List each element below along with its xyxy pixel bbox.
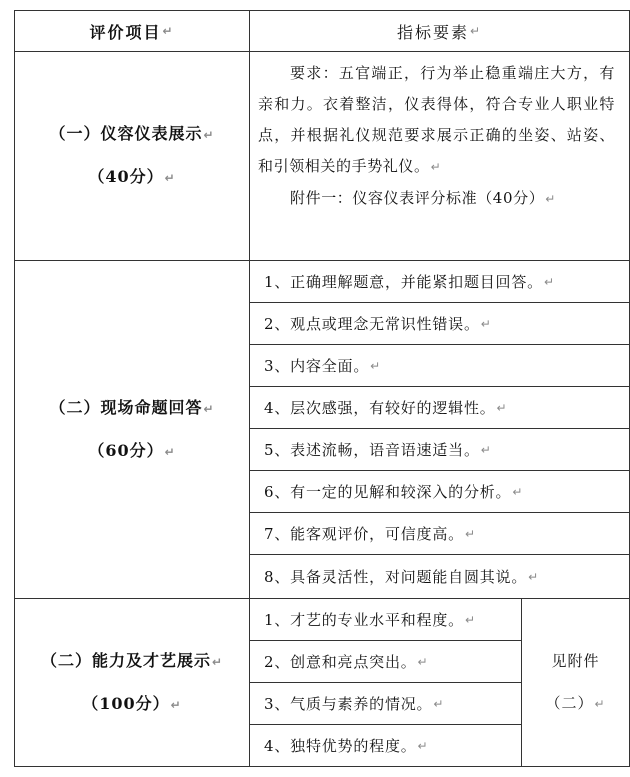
header-evaluation-item: 评价项目 ↵	[89, 22, 175, 42]
list-item: 6、有一定的见解和较深入的分析。 ↵	[264, 483, 524, 501]
list-item: 1、正确理解题意，并能紧扣题目回答。 ↵	[264, 273, 555, 291]
see-appendix-note: 见附件 （二）↵	[545, 652, 606, 712]
appearance-requirements	[250, 58, 629, 258]
list-item: 1、才艺的专业水平和程度。 ↵	[264, 611, 476, 629]
list-item: 3、气质与素养的情况。 ↵	[264, 695, 445, 713]
category-onsite-answer: （二）现场命题回答↵ （60分）↵	[49, 397, 215, 460]
table-border-bottom	[14, 766, 630, 767]
list-item: 4、独特优势的程度。 ↵	[264, 737, 429, 755]
list-item: 5、表述流畅，语音语速适当。 ↵	[264, 441, 492, 459]
list-item: 2、创意和亮点突出。 ↵	[264, 653, 429, 671]
header-indicator-elements: 指标要素 ↵	[396, 22, 483, 42]
requirement-text: 要求：五官端正，行为举止稳重端庄大方，有亲和力。衣着整洁，仪表得体，符合专业人职业特点，并根据礼仪规范要求展示正确的坐姿、站姿、和引领相关的手势礼仪。↵	[258, 64, 615, 175]
list-item: 4、层次感强，有较好的逻辑性。 ↵	[264, 399, 508, 417]
list-item: 3、内容全面。 ↵	[264, 357, 382, 375]
appendix-reference: 附件一：仪容仪表评分标准（40分）↵	[290, 189, 556, 207]
category-appearance: （一）仪容仪表展示↵ （40分）↵	[49, 124, 215, 186]
category-talent-show: （二）能力及才艺展示↵ （100分）↵	[40, 650, 224, 713]
list-item: 7、能客观评价，可信度高。 ↵	[264, 525, 476, 543]
list-item: 8、具备灵活性，对问题能自圆其说。 ↵	[264, 568, 540, 586]
list-item: 2、观点或理念无常识性错误。 ↵	[264, 315, 492, 333]
